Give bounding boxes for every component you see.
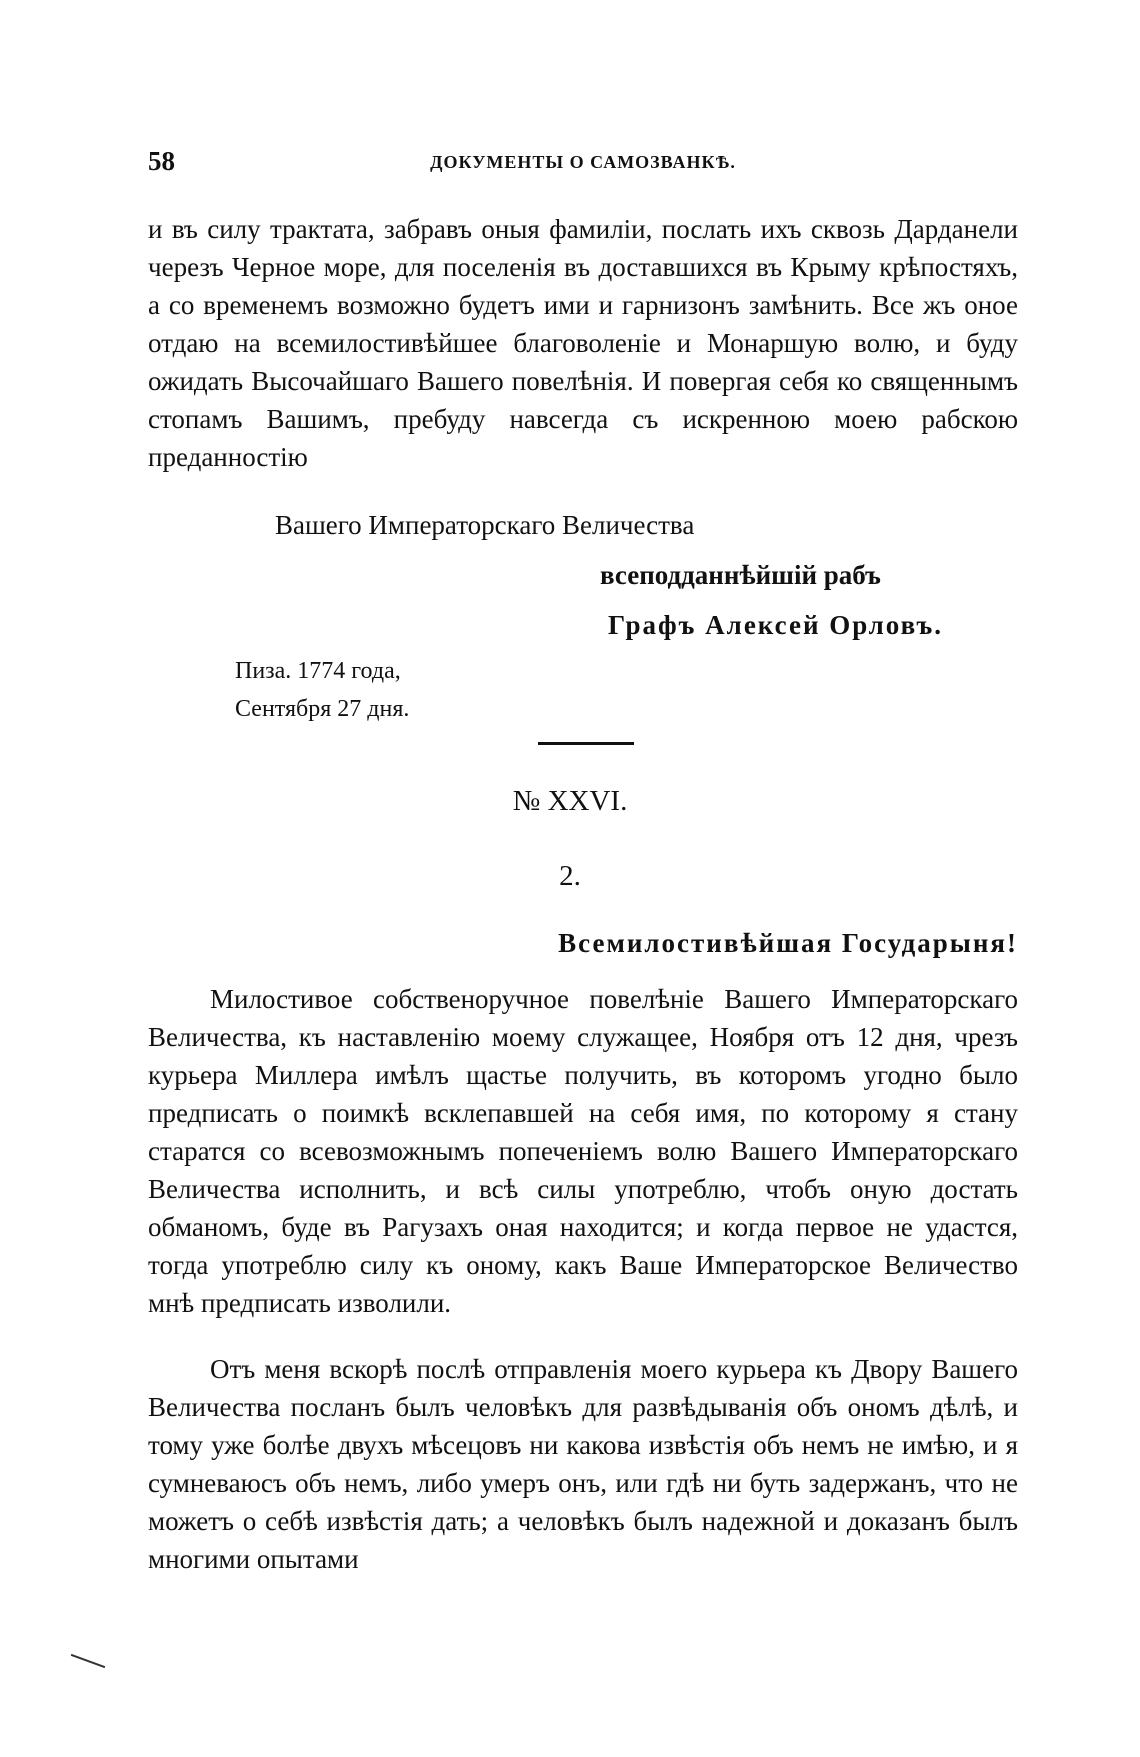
section-divider <box>538 742 634 745</box>
servant-line: всеподданнѣйшій рабъ <box>600 560 881 590</box>
letter-closing-paragraph: и въ силу трактата, забравъ оныя фамиліи, послать ихъ сквозь Дарданели черезъ Черное море, для поселенія въ доставшихся въ Крыму крѣпостяхъ, а со временемъ возможно будетъ ими и гарнизонъ замѣнить. Все жъ оное отдаю на всемилостивѣйшее благоволеніе и Монаршую волю, и буду ожидать Высочайшаго Вашего повелѣнія. И повергая себя ко священнымъ стопамъ Вашимъ, пребуду навсегда съ искренною моею рабскою преданностію <box>148 214 1018 472</box>
margin-mark <box>71 1654 106 1668</box>
running-title: ДОКУМЕНТЫ О САМОЗВАНКѢ. <box>430 152 736 172</box>
letter-date: Сентября 27 дня. <box>235 696 410 722</box>
document-sub-number: 2. <box>559 860 581 892</box>
signature: Графъ Алексей Орловъ. <box>608 610 944 640</box>
letter-place: Пиза. 1774 года, <box>235 658 401 684</box>
letter-address: Всемилостивѣйшая Государыня! <box>558 928 1018 958</box>
document-number: № XXVI. <box>512 785 628 817</box>
page-header <box>148 140 1018 180</box>
letter-paragraph-2: Отъ меня вскорѣ послѣ отправленія моего курьера къ Двору Вашего Величества посланъ былъ человѣкъ для развѣдыванія объ ономъ дѣлѣ, и тому уже болѣе двухъ мѣсецовъ ни какова извѣстія объ немъ не имѣю, и я сумневаюсъ объ немъ, либо умеръ онъ, или гдѣ ни буть задержанъ, что не можетъ о себѣ извѣстія дать; а человѣкъ былъ надежной и доказанъ былъ многими опытами <box>148 1354 1018 1574</box>
place-date <box>235 652 409 728</box>
letter-paragraph-1: Милостивое собственоручное повелѣніе Вашего Императорскаго Величества, къ наставленію моему служащее, Ноября отъ 12 дня, чрезъ курьера Миллера имѣлъ щастье получить, въ которомъ угодно было предписать о поимкѣ всклепавшей на себя имя, по которому я стану старатся со всевозможнымъ попеченіемъ волю Вашего Императорскаго Величества исполнить, и всѣ силы употреблю, чтобъ оную достать обманомъ, буде въ Рагузахъ оная находится; и когда первое не удастся, тогда употреблю силу къ оному, какъ Ваше Императорское Величество мнѣ предписать изволили. <box>148 984 1018 1318</box>
salutation-line: Вашего Императорскаго Величества <box>275 510 695 540</box>
page-number: 58 <box>148 146 175 176</box>
